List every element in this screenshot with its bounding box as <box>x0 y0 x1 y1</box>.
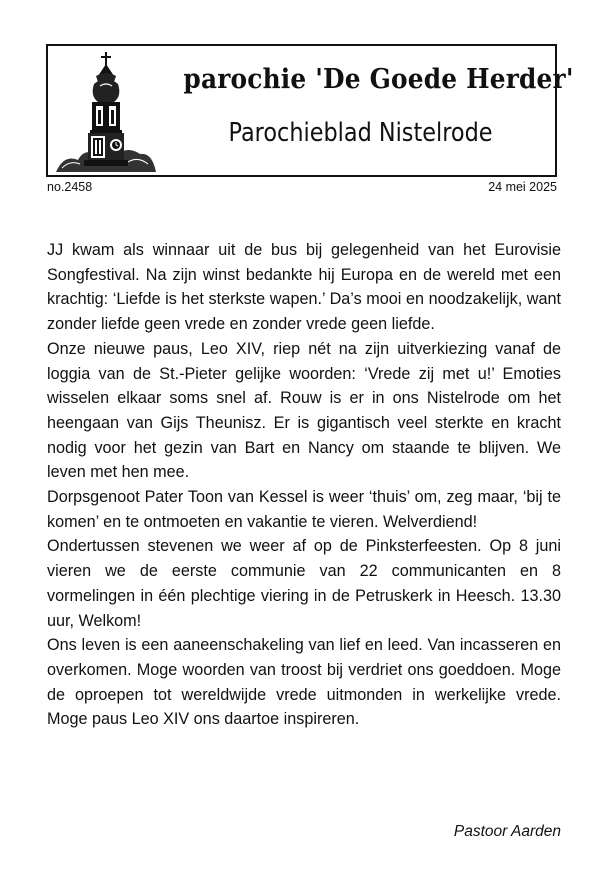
article-body <box>47 238 561 732</box>
signature: Pastoor Aarden <box>453 823 561 840</box>
paragraph: Ons leven is een aaneenschakeling van lief en leed. Van incasseren en overkomen. Moge woorden van troost bij verdriet ons goeddoen. Moge de oproepen tot wereldwijde vrede uitmonden in werkelijke vrede. Moge paus Leo XIV ons daartoe inspireren. <box>47 636 561 729</box>
masthead <box>46 44 574 177</box>
paragraph: Ondertussen stevenen we weer af op de Pinksterfeesten. Op 8 juni vieren we de eerste communie van 22 communicanten en 8 vormelingen in één plechtige viering in de Petruskerk in Heesch. 13.30 uur, Welkom! <box>47 537 561 630</box>
paragraph: Onze nieuwe paus, Leo XIV, riep nét na zijn uitverkiezing vanaf de loggia van de St.-Pieter gelijke woorden: ‘Vrede zij met u!’ Emoties wisselen elkaar soms snel af. Rouw is er in ons Nistelrode om het heengaan van Gijs Theunisz. Er is gigantisch veel sterkte en kracht nodig voor het gezin van Bart en Nancy om staande te blijven. We leven met hen mee. <box>47 339 561 482</box>
bulletin-subtitle: Parochieblad Nistelrode <box>228 118 493 148</box>
paragraph: Dorpsgenoot Pater Toon van Kessel is weer ‘thuis’ om, zeg maar, ‘bij te komen’ en te ontmoeten en vakantie te vieren. Welverdiend! <box>47 488 561 531</box>
parish-title: parochie 'De Goede Herder' <box>183 64 574 95</box>
issue-date: 24 mei 2025 <box>488 180 557 194</box>
paragraph: JJ kwam als winnaar uit de bus bij gelegenheid van het Eurovisie Songfestival. Na zijn winst bedankte hij Europa en de wereld met een krachtig: ‘Liefde is het sterkste wapen.’ Da’s mooi en noodzakelijk, want zonder liefde geen vrede en zonder vrede geen liefde. <box>47 241 561 334</box>
church-tower-icon <box>54 50 158 174</box>
issue-number: no.2458 <box>47 180 93 194</box>
